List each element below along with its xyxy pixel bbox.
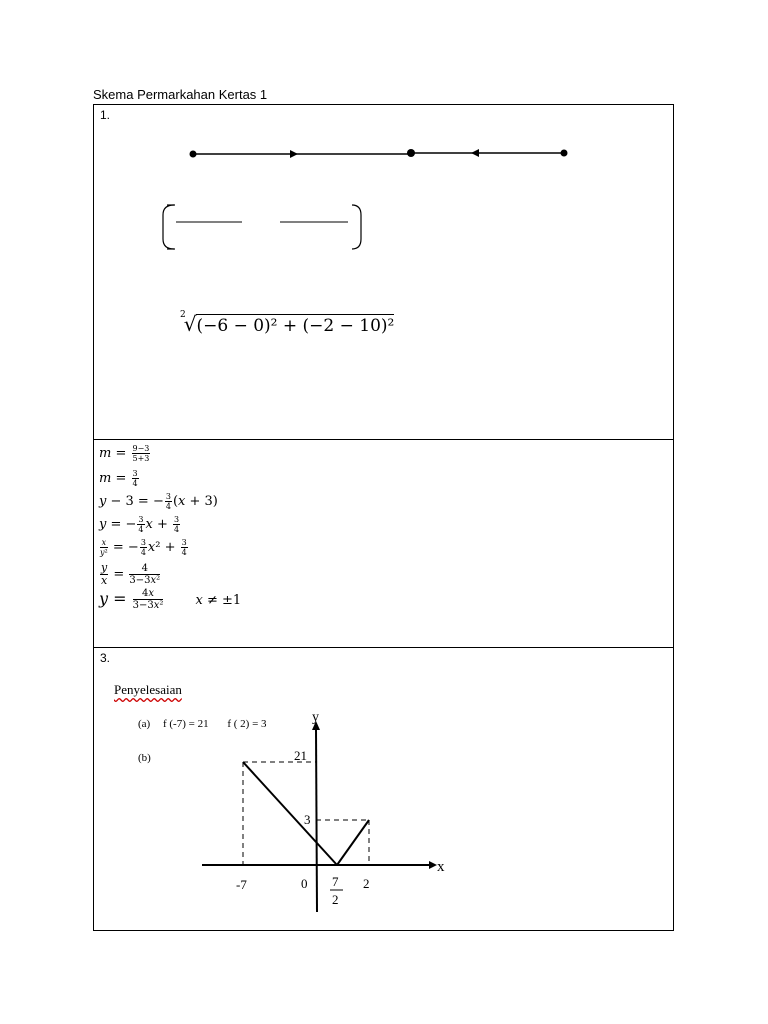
arrow-right-icon (290, 150, 298, 158)
y-tick-3: 3 (304, 812, 311, 827)
marking-scheme-table (93, 104, 674, 931)
sqrt-radicand: (−6 − 0)² + (−2 − 10)² (196, 316, 395, 336)
equation-line-6: $\frac{y}{x}$ = $\frac{4}{\text{3−3x²}}$ (101, 561, 161, 587)
equation-line-5: $\frac{x}{\text{y²}}$ = − $\frac{3}{4}$ x² + $\frac{3}{4}$ (100, 538, 187, 557)
sqrt-icon: √ (183, 312, 197, 336)
svg-text:7: 7 (332, 874, 339, 889)
x-tick-2: 2 (363, 876, 370, 891)
x-tick-minus7: -7 (236, 877, 247, 892)
question-2-cell (94, 440, 673, 648)
q1-diagram (94, 105, 673, 440)
question-3-cell (94, 648, 673, 930)
point-right (561, 150, 568, 157)
question-1-number: 1. (100, 108, 111, 122)
y-tick-21: 21 (294, 748, 307, 763)
right-bracket (352, 205, 361, 249)
x-tick-7-over-2 (330, 874, 343, 907)
x-tick-0: 0 (301, 876, 308, 891)
equation-line-2: m = $\frac{3}{4}$ (99, 469, 138, 488)
equation-line-7: y = $\frac{4x}{\text{3−3x²}}$ x ≠ ±1 (99, 588, 242, 611)
question-1-cell (94, 105, 673, 440)
svg-text:2: 2 (332, 892, 339, 907)
y-axis-label: y (312, 710, 319, 725)
graph-line-right (337, 820, 369, 865)
page-title: Skema Permarkahan Kertas 1 (93, 87, 268, 102)
part-a-f-2: f ( 2) = 3 (227, 718, 267, 730)
equation-line-4: y = − $\frac{3}{4}$ x + $\frac{3}{4}$ (99, 515, 180, 534)
graph-line-left (243, 762, 337, 865)
left-bracket (163, 205, 174, 249)
part-b-label: (b) (138, 752, 151, 764)
x-axis-arrow-icon (429, 861, 437, 869)
equation-line-3: y − 3 = − $\frac{3}{4}$ (x + 3) (99, 492, 218, 511)
question-3-number: 3. (100, 651, 111, 665)
equation-line-1: m = $\frac{9-3}{5+3}$ (99, 444, 150, 463)
function-graph (94, 648, 673, 930)
point-left (190, 151, 197, 158)
solution-heading: Penyelesaian (114, 682, 182, 697)
point-middle (407, 149, 415, 157)
sqrt-index: 2 (180, 310, 186, 320)
arrow-left-icon (471, 149, 479, 157)
x-axis-label: x (437, 859, 445, 875)
part-a-label: (a) (138, 718, 151, 730)
part-a-f-minus7: f (-7) = 21 (162, 718, 209, 730)
distance-formula (180, 310, 394, 336)
